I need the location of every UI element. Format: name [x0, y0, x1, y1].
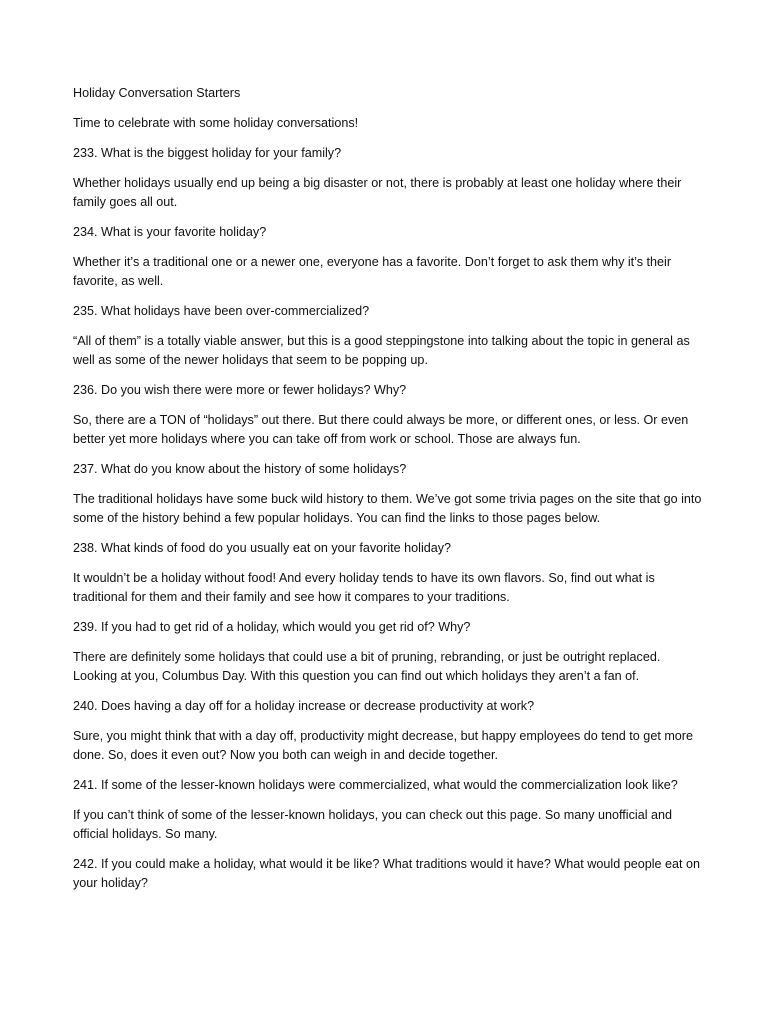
question-242: 242. If you could make a holiday, what would it be like? What traditions would it have? What would people eat on your holiday?: [73, 857, 701, 890]
question-237: 237. What do you know about the history of some holidays?: [73, 462, 407, 476]
qa-item: [73, 302, 703, 370]
qa-item: [73, 381, 703, 449]
qa-item: [73, 223, 703, 291]
qa-item: [73, 539, 703, 607]
qa-item: [73, 618, 703, 686]
document-page: [73, 84, 703, 904]
question-233: 233. What is the biggest holiday for your family?: [73, 146, 342, 160]
question-234: 234. What is your favorite holiday?: [73, 225, 267, 239]
question-235: 235. What holidays have been over-commercialized?: [73, 304, 370, 318]
question-239: 239. If you had to get rid of a holiday, which would you get rid of? Why?: [73, 620, 471, 634]
answer-241: If you can’t think of some of the lesser-known holidays, you can check out this page. So many unofficial and official holidays. So many.: [73, 808, 673, 841]
qa-item: [73, 460, 703, 528]
qa-item: [73, 697, 703, 765]
question-240: 240. Does having a day off for a holiday increase or decrease productivity at work?: [73, 699, 535, 713]
answer-240: Sure, you might think that with a day off, productivity might decrease, but happy employees do tend to get more done. So, does it even out? Now you both can weigh in and decide together.: [73, 729, 694, 762]
answer-236: So, there are a TON of “holidays” out there. But there could always be more, or different ones, or less. Or even better yet more holidays where you can take off from work or school. Those are always fun.: [73, 413, 689, 446]
answer-238: It wouldn’t be a holiday without food! And every holiday tends to have its own flavors. So, find out what is traditional for them and their family and see how it compares to your traditions.: [73, 571, 655, 604]
question-238: 238. What kinds of food do you usually eat on your favorite holiday?: [73, 541, 452, 555]
answer-235: “All of them” is a totally viable answer, but this is a good steppingstone into talking about the topic in general as well as some of the newer holidays that seem to be popping up.: [73, 334, 690, 367]
answer-239: There are definitely some holidays that could use a bit of pruning, rebranding, or just be outright replaced. Looking at you, Columbus Day. With this question you can find out which holidays they aren’t a fan of.: [73, 650, 661, 683]
qa-item: [73, 144, 703, 212]
answer-237: The traditional holidays have some buck wild history to them. We’ve got some trivia pages on the site that go into some of the history behind a few popular holidays. You can find the links to those pages below.: [73, 492, 702, 525]
qa-item: [73, 855, 703, 893]
answer-234: Whether it’s a traditional one or a newer one, everyone has a favorite. Don’t forget to ask them why it’s their favorite, as well.: [73, 255, 672, 288]
answer-233: Whether holidays usually end up being a big disaster or not, there is probably at least one holiday where their family goes all out.: [73, 176, 682, 209]
question-241: 241. If some of the lesser-known holidays were commercialized, what would the commercialization look like?: [73, 778, 678, 792]
qa-item: [73, 776, 703, 844]
document-intro: Time to celebrate with some holiday conversations!: [73, 116, 359, 130]
document-title: Holiday Conversation Starters: [73, 86, 241, 100]
question-236: 236. Do you wish there were more or fewer holidays? Why?: [73, 383, 407, 397]
